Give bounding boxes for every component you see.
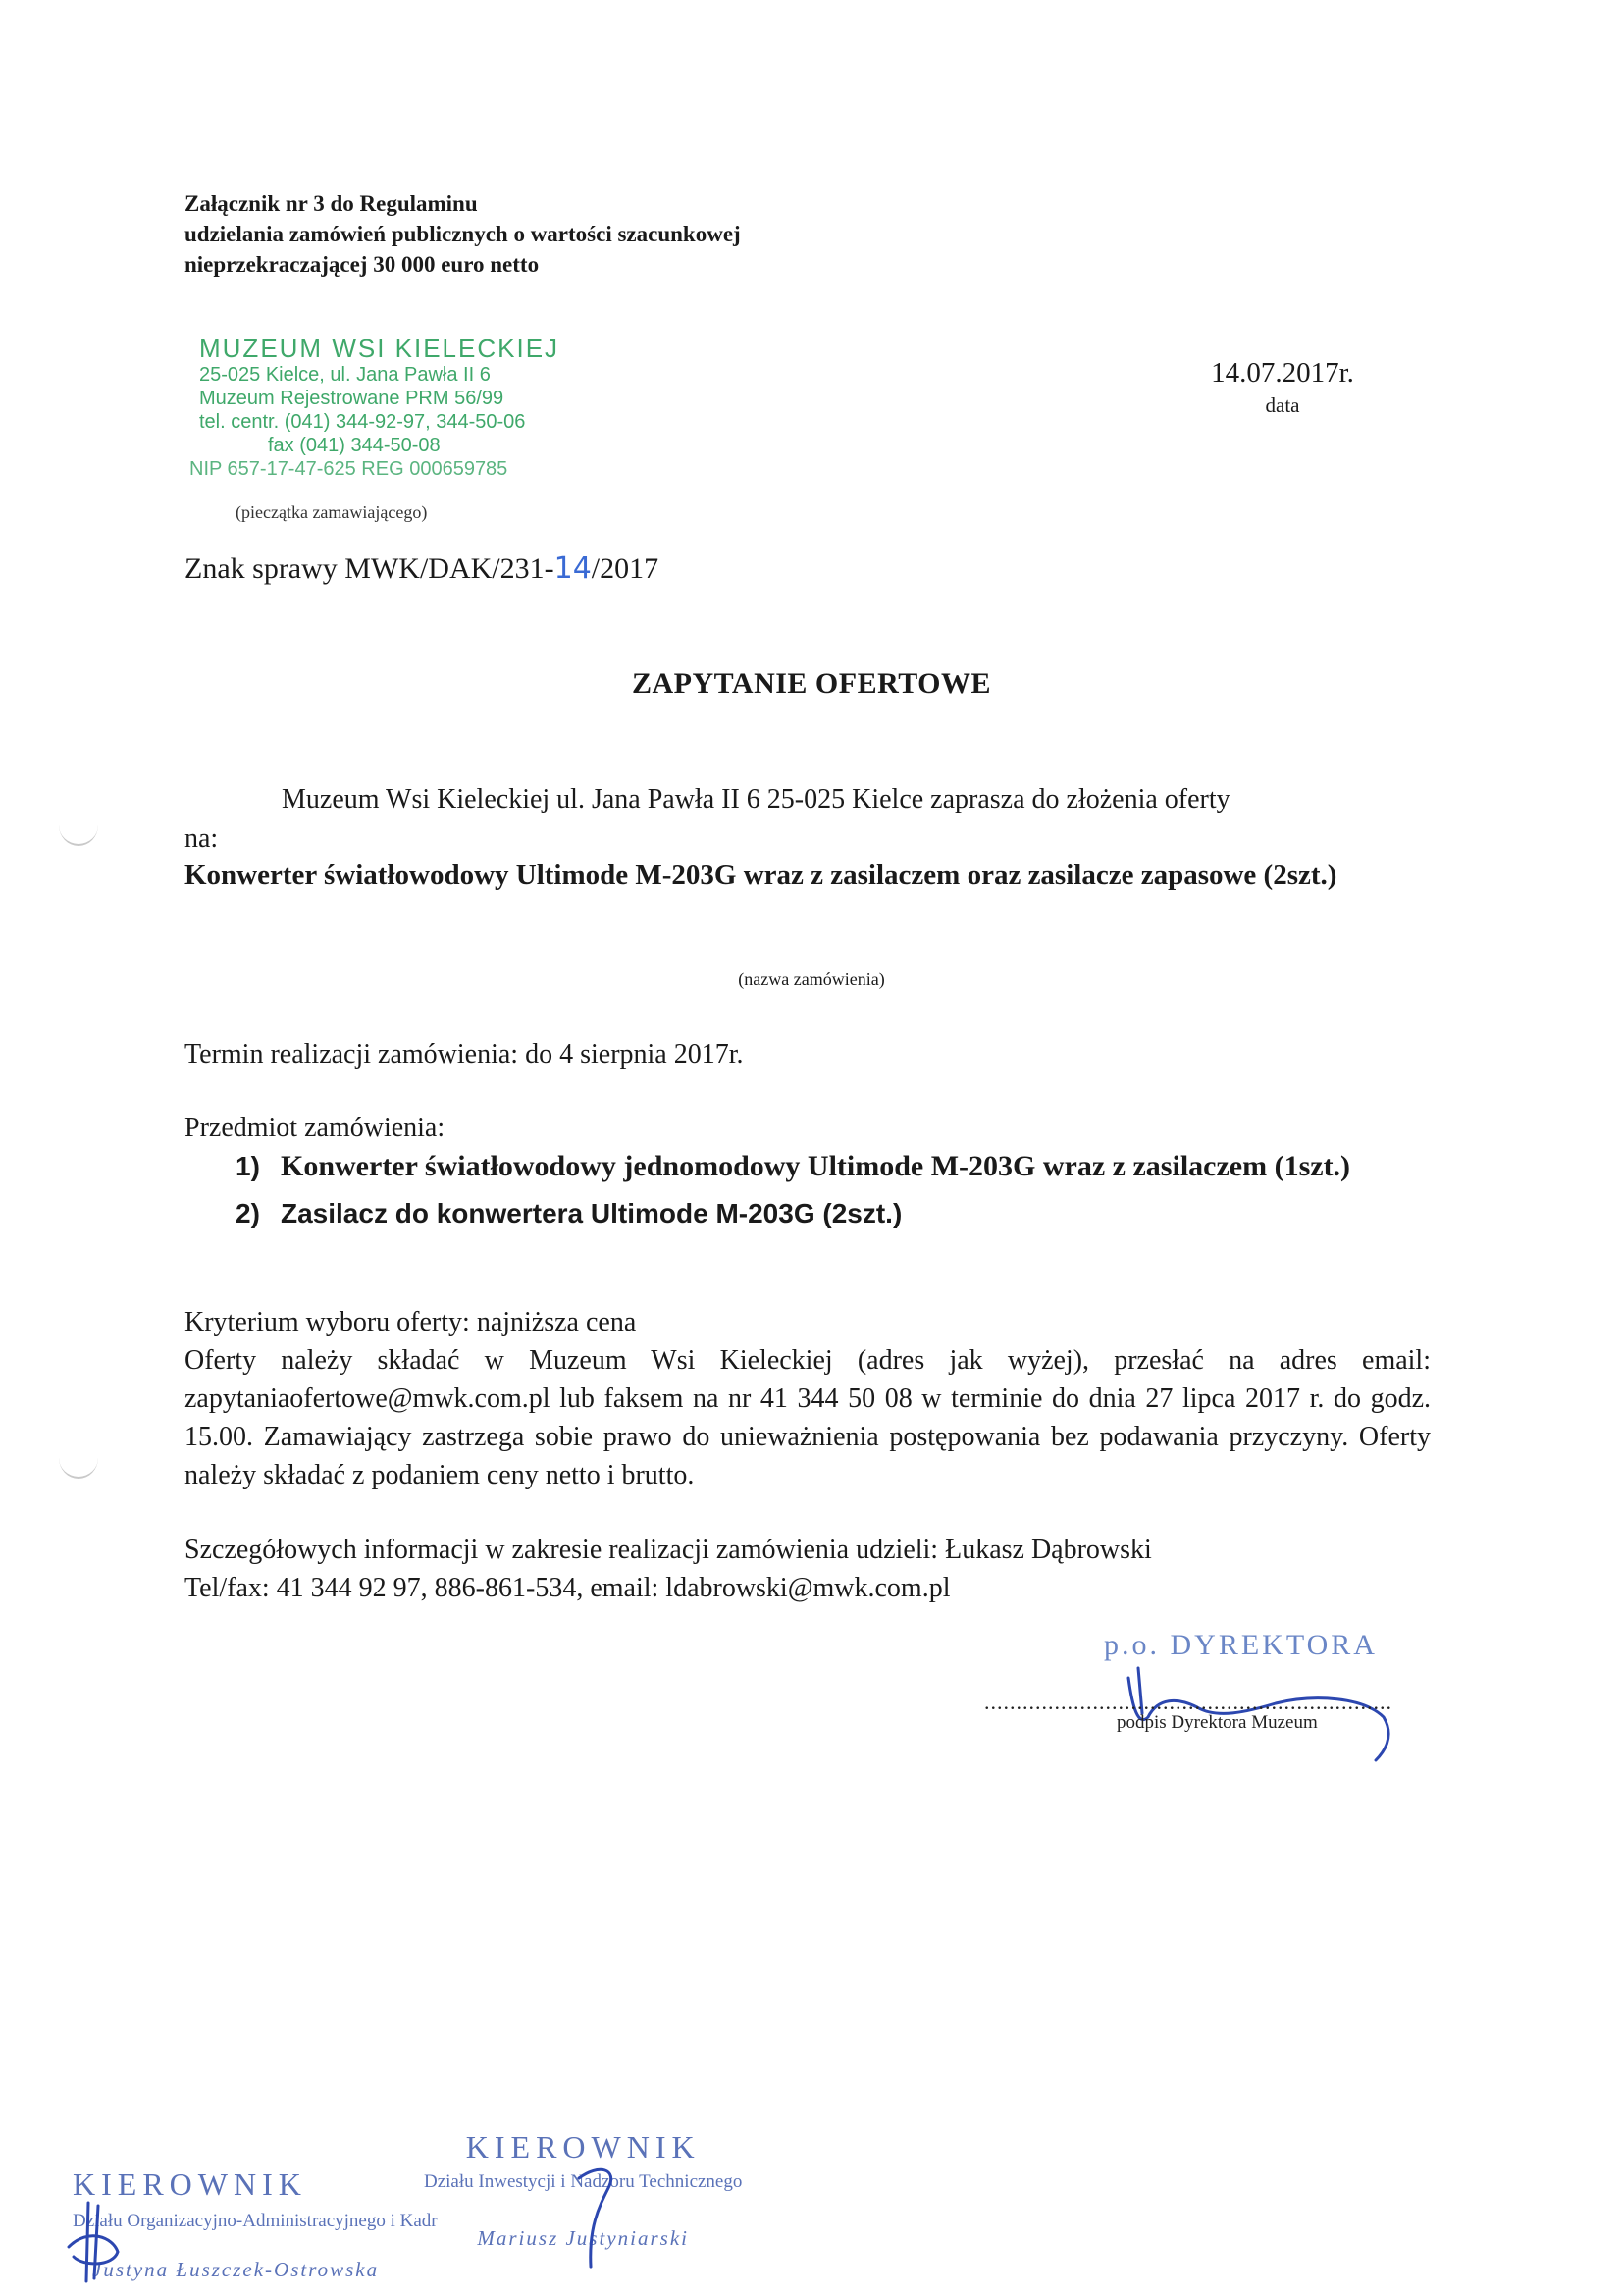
subject-label: Przedmiot zamówienia: bbox=[184, 1113, 445, 1143]
stamp-phone: tel. centr. (041) 344-92-97, 344-50-06 bbox=[199, 411, 526, 433]
museum-stamp bbox=[189, 334, 560, 481]
case-prefix: Znak sprawy MWK/DAK/231- bbox=[184, 552, 554, 585]
stamp-ids: NIP 657-17-47-625 REG 000659785 bbox=[189, 458, 508, 480]
stamp-left-title: KIEROWNIK bbox=[73, 2166, 307, 2202]
signature-caption: podpis Dyrektora Muzeum bbox=[1117, 1712, 1318, 1733]
case-handwritten-number: 14 bbox=[553, 551, 592, 586]
date-block bbox=[1199, 357, 1366, 418]
deadline: Termin realizacji zamówienia: do 4 sierpnia 2017r. bbox=[184, 1039, 744, 1070]
list-item bbox=[236, 1193, 1433, 1234]
list-item bbox=[236, 1146, 1433, 1187]
case-suffix: /2017 bbox=[591, 552, 659, 585]
stamp-address: 25-025 Kielce, ul. Jana Pawła II 6 bbox=[199, 364, 491, 386]
contact-line-2: Tel/fax: 41 344 92 97, 886-861-534, email: ldabrowski@mwk.com.pl bbox=[184, 1573, 951, 1603]
scan-mark bbox=[59, 805, 98, 846]
case-number bbox=[184, 551, 658, 586]
header-line-2: udzielania zamówień publicznych o wartości szacunkowej bbox=[184, 222, 741, 246]
right-handwritten-signature bbox=[569, 2159, 628, 2276]
date-label: data bbox=[1265, 393, 1300, 417]
criteria-line: Kryterium wyboru oferty: najniższa cena bbox=[184, 1307, 637, 1337]
stamp-right-title: KIEROWNIK bbox=[465, 2129, 701, 2165]
header-line-3: nieprzekraczającej 30 000 euro netto bbox=[184, 252, 540, 277]
intro-line: Muzeum Wsi Kieleckiej ul. Jana Pawła II 6 25-025 Kielce zaprasza do złożenia oferty bbox=[282, 784, 1230, 814]
contact-block bbox=[184, 1531, 1431, 1607]
stamp-right-dept: Działu Inwestycji i Nadzoru Technicznego bbox=[424, 2171, 743, 2192]
document-title: ZAPYTANIE OFERTOWE bbox=[631, 667, 992, 700]
director-stamp: p.o. DYREKTORA bbox=[1104, 1629, 1378, 1661]
stamp-left-dept: Działu Organizacyjno-Administracyjnego i Kadr bbox=[73, 2211, 438, 2231]
attachment-header bbox=[184, 188, 741, 280]
scan-mark bbox=[59, 1437, 98, 1479]
stamp-caption: (pieczątka zamawiającego) bbox=[236, 502, 428, 522]
order-name: Konwerter światłowodowy Ultimode M-203G wraz z zasilaczem oraz zasilacze zapasowe (2szt.) bbox=[184, 860, 1337, 891]
stamp-fax: fax (041) 344-50-08 bbox=[268, 435, 441, 456]
order-caption bbox=[0, 969, 1623, 990]
list-item-number: 1) bbox=[236, 1151, 260, 1181]
header-line-1: Załącznik nr 3 do Regulaminu bbox=[184, 191, 478, 216]
list-item-number: 2) bbox=[236, 1198, 260, 1228]
stamp-registry: Muzeum Rejestrowane PRM 56/99 bbox=[199, 388, 504, 409]
signature-line: ................................................................ bbox=[984, 1690, 1392, 1714]
subject-list bbox=[236, 1146, 1433, 1234]
stamp-name: MUZEUM WSI KIELECKIEJ bbox=[199, 334, 560, 363]
left-handwritten-signature bbox=[59, 2198, 128, 2286]
stamp-right-name: Mariusz Justyniarski bbox=[477, 2226, 689, 2250]
criteria-text: Oferty należy składać w Muzeum Wsi Kieleckiej (adres jak wyżej), przesłać na adres email: zapytaniaofertowe@mwk.com.pl lub faksem na nr 41 344 50 08 w terminie do dnia 27 lipca 2017 r. do godz. 15.00. Zamawiający zastrzega sobie prawo do unieważnienia postępowania bez podawania przyczyny. Oferty należy składać z podaniem ceny netto i brutto. bbox=[184, 1345, 1431, 1490]
stamp-left-name: Justyna Łuszczek-Ostrowska bbox=[92, 2258, 380, 2281]
contact-line-1: Szczegółowych informacji w zakresie realizacji zamówienia udzieli: Łukasz Dąbrowski bbox=[184, 1535, 1152, 1565]
intro-na: na: bbox=[184, 823, 219, 854]
order-caption-text: (nazwa zamówienia) bbox=[738, 969, 885, 989]
criteria-block bbox=[184, 1303, 1431, 1494]
list-item-text: Konwerter światłowodowy jednomodowy Ultimode M-203G wraz z zasilaczem (1szt.) bbox=[281, 1150, 1351, 1182]
list-item-text: Zasilacz do konwertera Ultimode M-203G (2szt.) bbox=[281, 1198, 903, 1228]
date-value: 14.07.2017r. bbox=[1211, 357, 1354, 389]
